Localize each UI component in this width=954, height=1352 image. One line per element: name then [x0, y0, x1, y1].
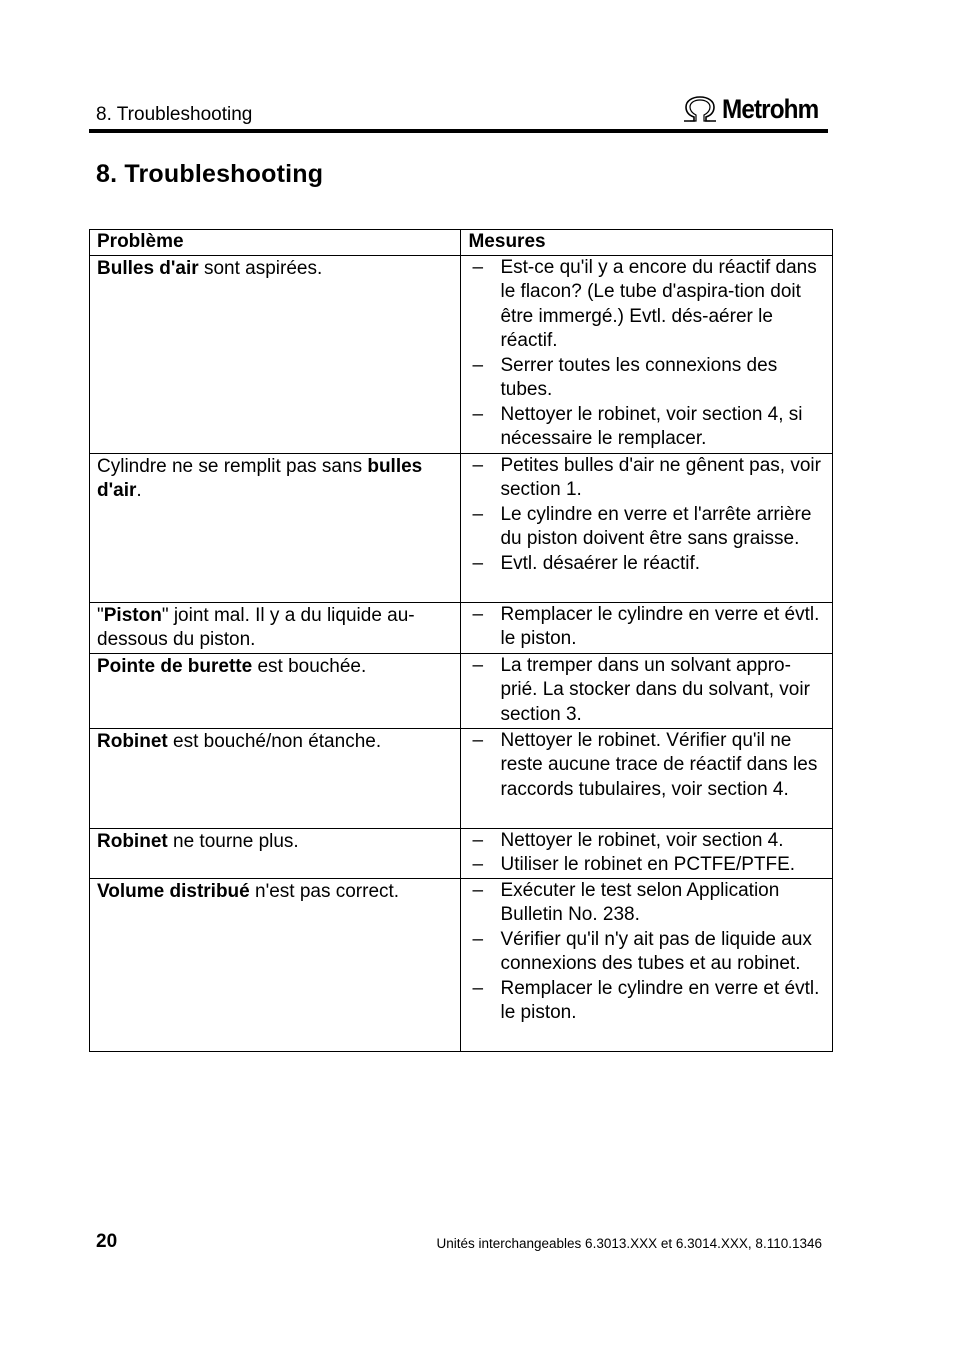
problem-keyword: Volume distribué [97, 880, 250, 902]
list-item [468, 552, 826, 577]
list-item [468, 879, 826, 928]
problem-cell [90, 602, 461, 653]
problem-text: n'est pas correct. [249, 880, 400, 902]
problem-keyword: Piston [103, 604, 162, 626]
measure-text: Nettoyer le robinet, voir section 4. [500, 829, 784, 851]
problem-cell [90, 255, 461, 453]
column-header-problem: Problème [90, 230, 461, 256]
dash-bullet: – [472, 256, 484, 278]
table-row [90, 453, 833, 602]
dash-bullet: – [472, 503, 484, 525]
problem-text: ne tourne plus. [167, 830, 299, 852]
list-item [468, 654, 826, 728]
measure-text: Evtl. désaérer le réactif. [500, 552, 701, 574]
table-row [90, 828, 833, 878]
measure-text: Vérifier qu'il n'y ait pas de liquide aux connexions des tubes et au robinet. [500, 928, 812, 974]
list-item [468, 729, 826, 803]
measures-cell [461, 728, 833, 828]
measures-cell [461, 255, 833, 453]
measures-list [468, 654, 826, 728]
dash-bullet: – [472, 977, 484, 999]
problem-text: Cylindre ne se remplit pas sans [97, 455, 368, 477]
dash-bullet: – [472, 603, 484, 625]
measure-text: Utiliser le robinet en PCTFE/PTFE. [500, 854, 796, 875]
table-row [90, 878, 833, 1051]
list-item [468, 977, 826, 1026]
measure-text: Le cylindre en verre et l'arrête arrière du piston doivent être sans graisse. [500, 503, 812, 549]
measures-cell [461, 453, 833, 602]
dash-bullet: – [472, 854, 484, 875]
problem-text: " [97, 604, 104, 626]
column-header-measures: Mesures [461, 230, 833, 256]
page-title: 8. Troubleshooting [96, 160, 324, 188]
measure-text: Est-ce qu'il y a encore du réactif dans le flacon? (Le tube d'aspira-tion doit être immergé.) Evtl. dés-aérer le réactif. [500, 256, 817, 351]
dash-bullet: – [472, 552, 484, 574]
logo-text: Metrohm [722, 93, 819, 124]
table-header-row [90, 230, 833, 256]
dash-bullet: – [472, 879, 484, 901]
header-rule [89, 129, 828, 133]
table-row [90, 728, 833, 828]
problem-text: " joint mal. Il y a du liquide au-dessous du piston. [97, 604, 415, 650]
problem-keyword: Robinet [97, 730, 168, 752]
problem-cell [90, 828, 461, 878]
dash-bullet: – [472, 354, 484, 376]
problem-keyword: Bulles d'air [97, 257, 199, 279]
problem-cell [90, 728, 461, 828]
list-item [468, 256, 826, 354]
problem-text: . [136, 480, 142, 501]
list-item [468, 403, 826, 452]
measure-text: Remplacer le cylindre en verre et évtl. le piston. [500, 977, 820, 1023]
measure-text: Nettoyer le robinet. Vérifier qu'il ne reste aucune trace de réactif dans les raccords tubulaires, voir section 4. [500, 729, 818, 800]
measure-text: Remplacer le cylindre en verre et évtl. le piston. [500, 603, 820, 649]
measure-text: Petites bulles d'air ne gênent pas, voir section 1. [500, 454, 821, 500]
problem-keyword: Robinet [97, 830, 168, 852]
list-item [468, 853, 826, 878]
dash-bullet: – [472, 729, 484, 751]
problem-text: sont aspirées. [198, 257, 323, 279]
table-row [90, 602, 833, 653]
table-row [90, 653, 833, 728]
dash-bullet: – [472, 403, 484, 425]
problem-keyword: Pointe de burette [97, 655, 253, 677]
metrohm-logo [681, 92, 829, 126]
measures-list [468, 256, 826, 452]
measure-text: La tremper dans un solvant appro-prié. La stocker dans du solvant, voir section 3. [500, 654, 810, 725]
problem-cell [90, 653, 461, 728]
measures-cell [461, 653, 833, 728]
measures-cell [461, 878, 833, 1051]
measures-list [468, 454, 826, 577]
problem-cell [90, 878, 461, 1051]
dash-bullet: – [472, 829, 484, 851]
measures-cell [461, 828, 833, 878]
list-item [468, 354, 826, 403]
page-header-section: 8. Troubleshooting [96, 104, 253, 125]
list-item [468, 603, 826, 652]
measures-list [468, 829, 826, 878]
dash-bullet: – [472, 654, 484, 676]
problem-keyword: bulles d'air [97, 455, 423, 501]
page-number: 20 [96, 1231, 118, 1252]
problem-text: est bouchée. [252, 655, 367, 677]
measure-text: Nettoyer le robinet, voir section 4, si nécessaire le remplacer. [500, 403, 803, 449]
measures-cell [461, 602, 833, 653]
document-reference: Unités interchangeables 6.3013.XXX et 6.3014.XXX, 8.110.1346 [436, 1236, 822, 1251]
measure-text: Exécuter le test selon Application Bulletin No. 238. [500, 879, 780, 925]
omega-logo-icon [681, 95, 719, 123]
problem-text: est bouché/non étanche. [167, 730, 382, 752]
table-row [90, 255, 833, 453]
dash-bullet: – [472, 454, 484, 476]
measures-list [468, 879, 826, 1026]
list-item [468, 454, 826, 503]
list-item [468, 928, 826, 977]
measures-list [468, 729, 826, 803]
troubleshooting-table [89, 229, 833, 1052]
list-item [468, 829, 826, 854]
problem-cell [90, 453, 461, 602]
dash-bullet: – [472, 928, 484, 950]
measures-list [468, 603, 826, 652]
list-item [468, 503, 826, 552]
measure-text: Serrer toutes les connexions des tubes. [500, 354, 778, 400]
